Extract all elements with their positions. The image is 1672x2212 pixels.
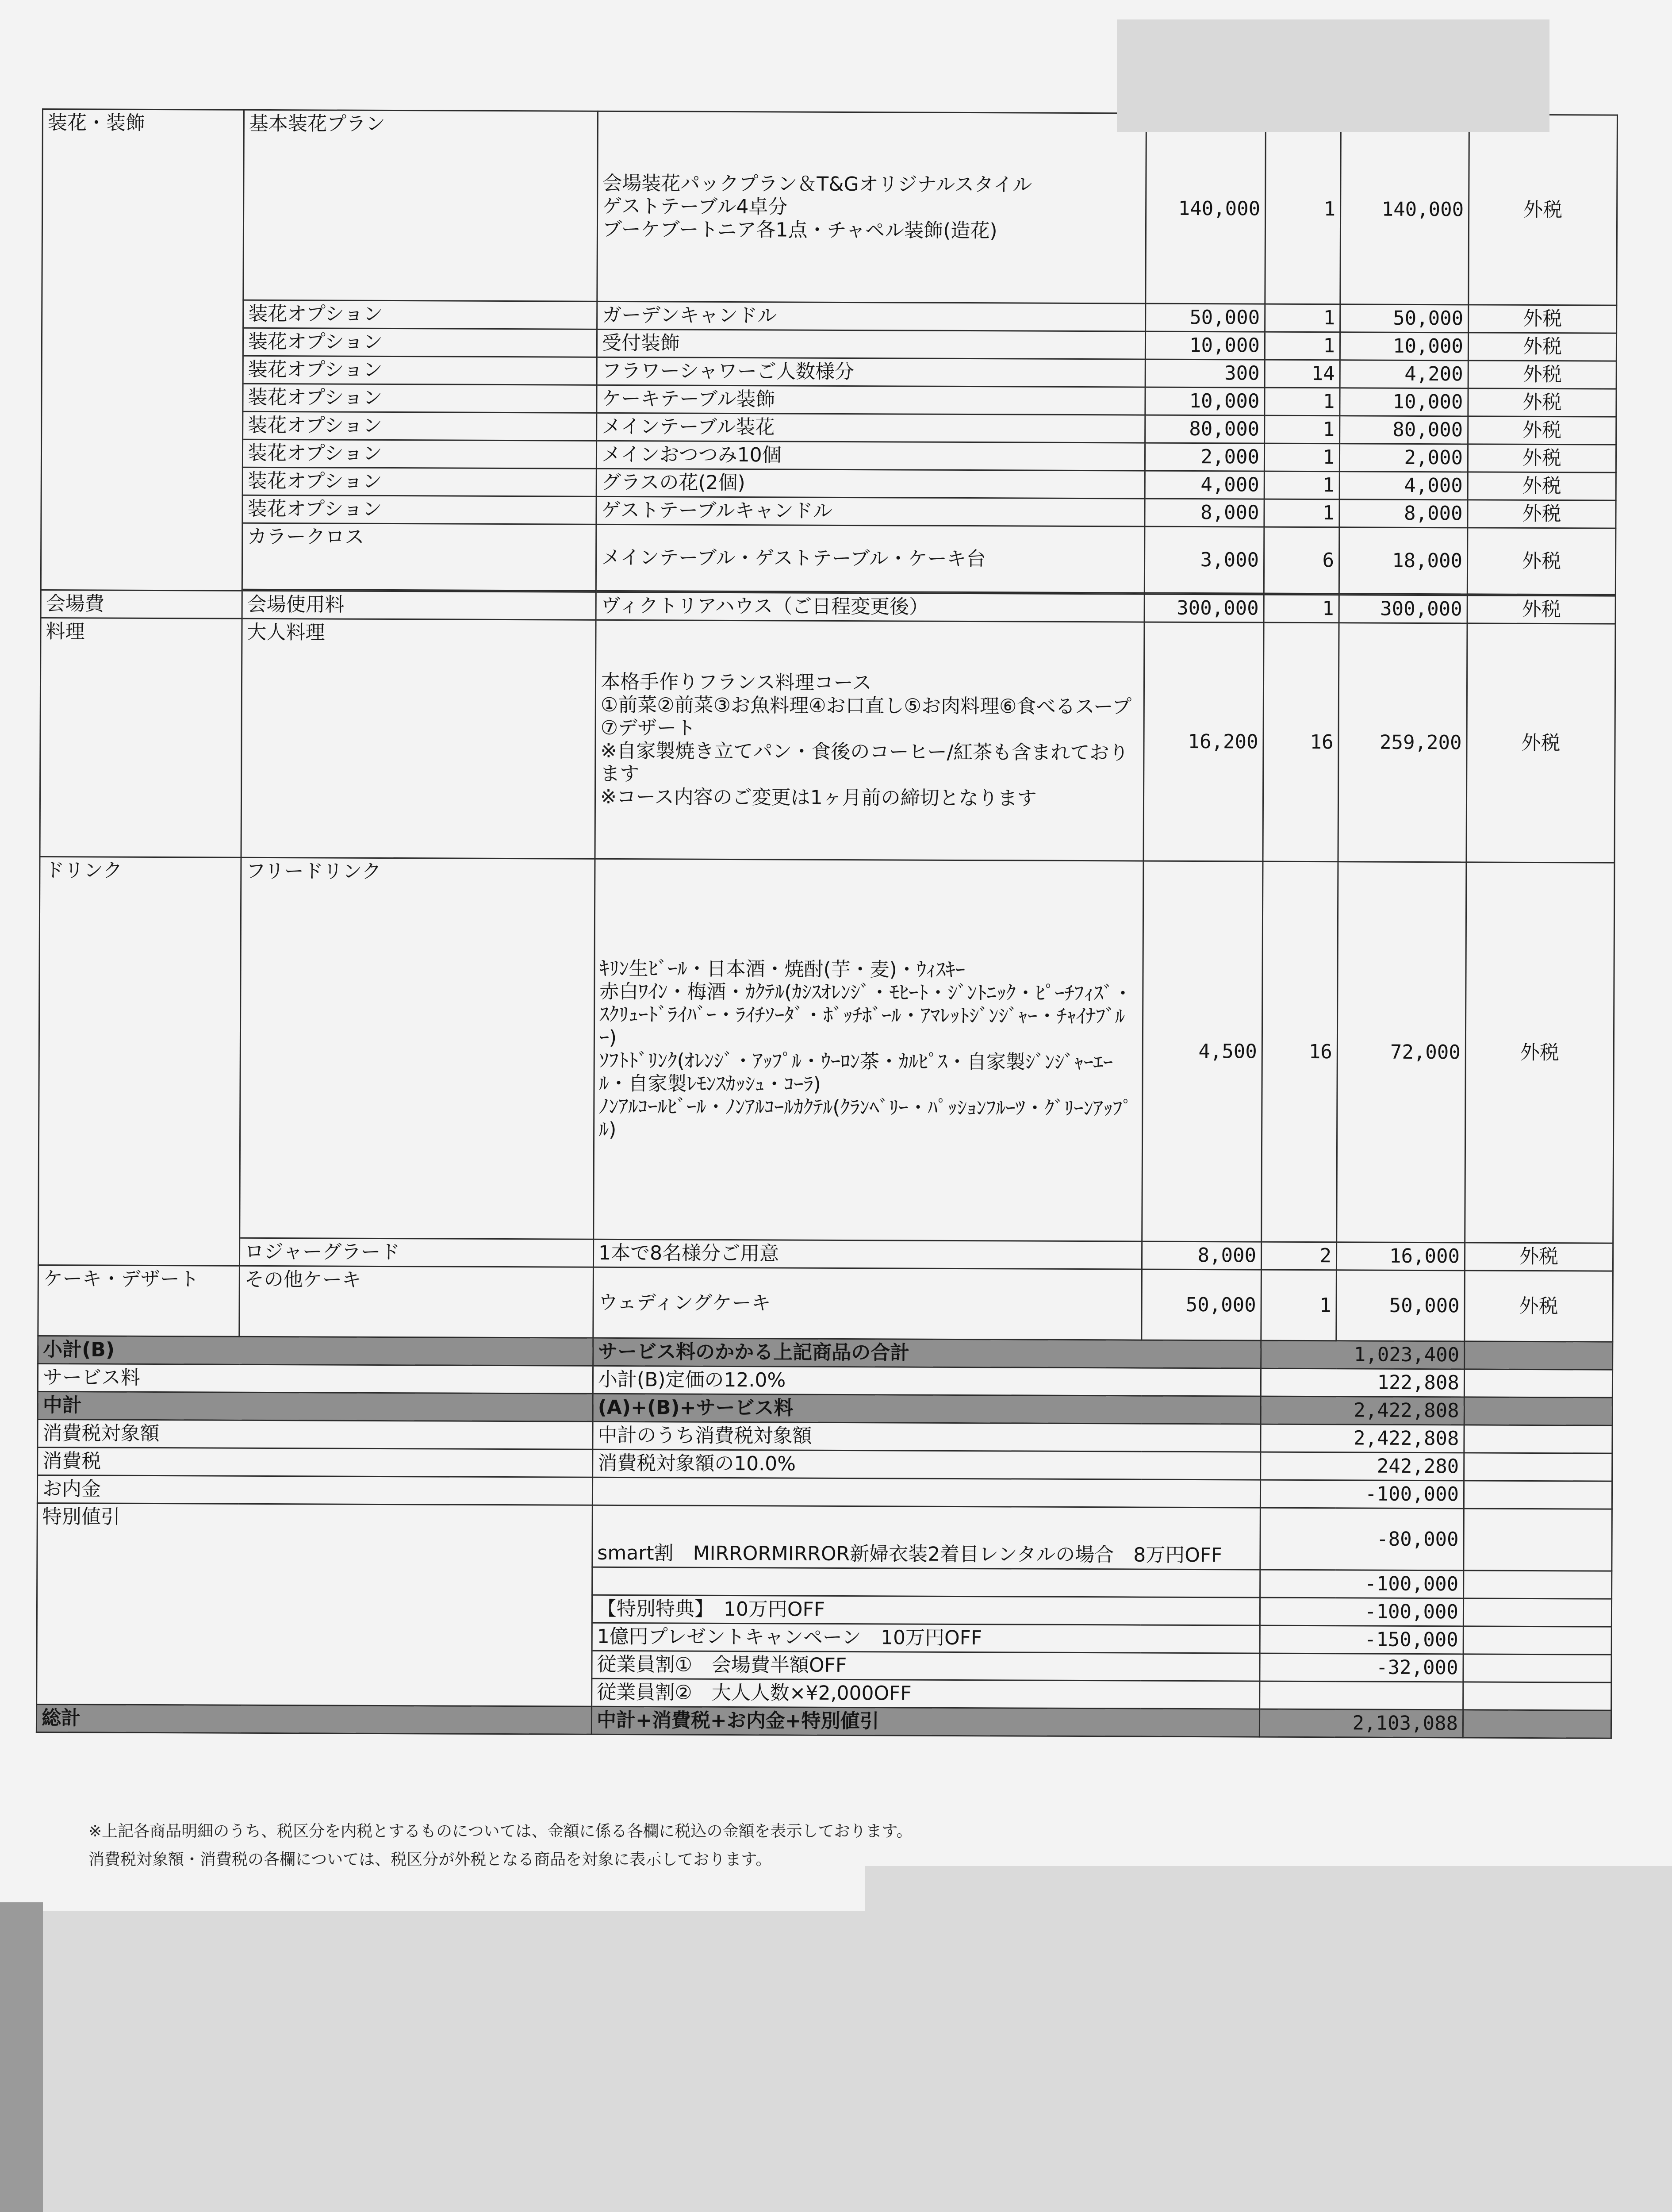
subcategory: 装花オプション [243,411,597,441]
quantity: 1 [1264,443,1339,472]
summary-label: 消費税 [38,1447,593,1477]
item-description: ゲストテーブルキャンドル [596,496,1145,526]
tax-type: 外税 [1465,1271,1613,1342]
amount: 50,000 [1336,1270,1465,1341]
item-description: ｷﾘﾝ生ﾋﾞｰﾙ・日本酒・焼酎(芋・麦)・ｳｨｽｷｰ 赤白ﾜｲﾝ・梅酒・ｶｸﾃﾙ(ｶｼｽｵﾚﾝｼﾞ・ﾓﾋｰﾄ・ｼﾞﾝﾄﾆｯｸ・ﾋﾟｰﾁﾌｨｽﾞ・ｽｸﾘｭｰﾄﾞﾗｲﾊﾞｰ・ﾗｲﾁｿｰﾀﾞ・ﾎﾞｯﾁﾎﾞｰﾙ・ｱﾏﾚｯﾄｼﾞﾝｼﾞｬｰ・ﾁｬｲﾅﾌﾞﾙｰ) ｿﾌﾄﾄﾞﾘﾝｸ(ｵﾚﾝｼﾞ・ｱｯﾌﾟﾙ・ｳｰﾛﾝ茶・ｶﾙﾋﾟｽ・自家製ｼﾞﾝｼﾞｬｰｴｰﾙ・自家製ﾚﾓﾝｽｶｯｼｭ・ｺｰﾗ) ﾉﾝｱﾙｺｰﾙﾋﾞｰﾙ・ﾉﾝｱﾙｺｰﾙｶｸﾃﾙ(ｸﾗﾝﾍﾞﾘｰ・ﾊﾟｯｼｮﾝﾌﾙｰﾂ・ｸﾞﾘｰﾝｱｯﾌﾟﾙ) [594,859,1143,1241]
table-row-drink [38,856,1614,1243]
unit-price: 2,000 [1145,443,1264,471]
redaction-block-bottom-right [865,1866,1672,1915]
summary-blank [1464,1425,1612,1453]
unit-price: 50,000 [1142,1269,1262,1340]
summary-blank [1464,1571,1612,1599]
amount: 4,200 [1340,360,1468,388]
discount-description [592,1567,1260,1598]
discount-description: 従業員割① 会場費半額OFF [592,1651,1260,1681]
amount: 50,000 [1340,304,1469,333]
quantity: 14 [1265,360,1340,388]
discount-description: smart割 MIRRORMIRROR新婦衣装2着目レンタルの場合 8万円OFF [592,1505,1261,1570]
quantity: 1 [1265,332,1340,360]
amount: 10,000 [1340,388,1468,416]
item-description: 本格手作りフランス料理コース ①前菜②前菜③お魚料理④お口直し⑤お肉料理⑥食べるスープ⑦デザート ※自家製焼き立てパン・食後のコーヒー/紅茶も含まれております ※コース内容のご変更は1ヶ月前の締切となります [595,620,1144,861]
amount: 16,000 [1336,1242,1465,1271]
amount: 2,000 [1339,444,1468,472]
subcategory: 装花オプション [242,495,596,524]
item-description: フラワーシャワーご人数様分 [597,357,1145,387]
summary-label: 中計 [38,1391,593,1421]
summary-value: 2,422,808 [1261,1424,1464,1453]
tax-type: 外税 [1468,416,1616,445]
amount: 140,000 [1340,114,1469,305]
unit-price: 50,000 [1146,303,1265,332]
summary-description: サービス料のかかる上記商品の合計 [593,1338,1261,1368]
quantity: 1 [1265,388,1340,416]
category-cuisine: 料理 [40,618,242,857]
discount-row [37,1503,1612,1571]
category-cake: ケーキ・デザート [38,1265,240,1336]
summary-blank [1464,1397,1612,1425]
unit-price: 140,000 [1146,113,1266,304]
item-description: 1本で8名様分ご用意 [593,1239,1142,1269]
unit-price: 16,200 [1143,622,1264,861]
category-venue: 会場費 [41,590,242,618]
quantity: 16 [1263,622,1339,862]
subcategory: 装花オプション [243,384,597,413]
summary-blank [1464,1453,1612,1481]
summary-description: 中計+消費税+お内金+特別値引 [591,1706,1259,1737]
summary-blank [1465,1341,1613,1370]
redaction-block-bottom [43,1911,1672,2212]
summary-blank [1463,1654,1611,1682]
footnotes [88,1817,913,1874]
summary-description: 中計のうち消費税対象額 [593,1421,1261,1452]
discount-description: 【特別特典】 10万円OFF [592,1595,1260,1625]
subcategory: 装花オプション [242,467,596,496]
summary-value: -100,000 [1260,1480,1464,1509]
subcategory: 大人料理 [241,618,596,859]
discount-description: 1億円プレゼントキャンペーン 10万円OFF [592,1623,1260,1653]
tax-type: 外税 [1468,333,1616,361]
summary-blank [1464,1481,1612,1509]
summary-description: 小計(B)定価の12.0% [593,1366,1261,1396]
table-row-cake [38,1265,1613,1342]
table-row-floral-basic [42,109,1618,306]
quantity: 1 [1265,304,1340,332]
subcategory: 基本装花プラン [243,110,598,301]
summary-description [592,1477,1260,1508]
item-description: メインテーブル・ゲストテーブル・ケーキ台 [596,524,1145,593]
tax-type: 外税 [1465,1243,1613,1271]
summary-label-total: 総計 [36,1704,591,1734]
summary-blank [1463,1682,1611,1710]
item-description: ウェディングケーキ [593,1267,1142,1340]
discount-value [1260,1681,1463,1710]
footnote-line: 消費税対象額・消費税の各欄については、税区分が外税となる商品を対象に表示しております。 [88,1851,772,1869]
unit-price: 80,000 [1145,415,1265,443]
category-floral: 装花・装飾 [41,109,244,591]
quantity: 1 [1265,415,1340,444]
summary-blank [1464,1369,1612,1398]
discount-value: -80,000 [1260,1508,1464,1571]
discount-value: -150,000 [1260,1625,1463,1654]
subcategory: 装花オプション [243,356,597,385]
summary-blank [1463,1626,1611,1655]
item-description: メインテーブル装花 [597,413,1145,443]
tax-type: 外税 [1468,472,1616,500]
summary-description: (A)+(B)+サービス料 [593,1394,1261,1424]
item-description: ケーキテーブル装飾 [597,385,1145,415]
tax-type: 外税 [1468,500,1616,528]
footnote-line: ※上記各商品明細のうち、税区分を内税とするものについては、金額に係る各欄に税込の金額を表示しております。 [88,1822,913,1840]
summary-value-total: 2,103,088 [1259,1709,1463,1738]
discount-value: -100,000 [1260,1570,1464,1598]
item-description: ガーデンキャンドル [597,301,1146,331]
tax-type: 外税 [1468,444,1616,472]
amount: 8,000 [1339,499,1468,528]
category-drink: ドリンク [38,856,241,1266]
summary-blank [1463,1598,1611,1627]
quantity: 1 [1264,471,1339,499]
unit-price: 4,000 [1145,471,1264,499]
summary-label: 消費税対象額 [38,1419,593,1449]
unit-price: 10,000 [1145,331,1265,360]
summary-blank [1464,1509,1612,1571]
summary-label: お内金 [37,1475,592,1505]
summary-value: 2,422,808 [1261,1396,1464,1425]
redaction-block-top [1117,19,1549,132]
summary-value: 242,280 [1261,1452,1464,1481]
tax-type: 外税 [1469,115,1618,305]
item-description: 会場装花パックプラン＆T&Gオリジナルスタイル ゲストテーブル4卓分 ブーケブートニア各1点・チャペル装飾(造花) [597,111,1147,303]
discount-value: -32,000 [1260,1653,1463,1682]
tax-type: 外税 [1467,528,1616,595]
unit-price: 300 [1145,359,1265,388]
summary-value: 1,023,400 [1261,1340,1465,1369]
quantity: 2 [1261,1242,1336,1270]
tax-type: 外税 [1468,361,1616,389]
subcategory: フリードリンク [240,857,595,1239]
quantity: 16 [1262,861,1338,1242]
summary-label: 小計(B) [38,1336,593,1366]
subcategory: ロジャーグラード [239,1238,593,1267]
item-description: グラスの花(2個) [596,469,1145,499]
amount: 259,200 [1338,623,1467,862]
subcategory: 会場使用料 [242,591,596,620]
tax-type: 外税 [1468,388,1616,417]
quantity: 6 [1264,527,1339,594]
amount: 300,000 [1339,595,1467,623]
summary-description: 消費税対象額の10.0% [593,1449,1261,1480]
subcategory: 装花オプション [243,328,597,357]
estimate-table [36,108,1618,1739]
tax-type: 外税 [1469,305,1617,333]
subcategory: 装花オプション [242,439,596,469]
unit-price: 3,000 [1144,526,1264,593]
summary-label: サービス料 [38,1363,593,1394]
summary-blank [1463,1710,1611,1738]
item-description: 受付装飾 [597,329,1145,359]
tax-type: 外税 [1466,623,1615,863]
tax-type: 外税 [1467,595,1615,624]
tax-type: 外税 [1465,862,1614,1243]
discount-description: 従業員割② 大人人数×¥2,000OFF [592,1678,1260,1709]
amount: 80,000 [1340,416,1468,444]
unit-price: 8,000 [1145,499,1264,527]
unit-price: 4,500 [1142,861,1263,1242]
unit-price: 8,000 [1142,1241,1261,1270]
subcategory: カラークロス [242,523,596,591]
table-row [41,522,1616,595]
subcategory: 装花オプション [243,300,597,329]
quantity: 1 [1264,499,1339,527]
photo-shadow [0,1902,43,2212]
summary-label-discount: 特別値引 [37,1503,593,1706]
unit-price: 10,000 [1145,387,1265,415]
table-row-cuisine [40,618,1615,863]
item-description: メインおつつみ10個 [596,441,1145,471]
item-description: ヴィクトリアハウス（ご日程変更後） [596,592,1144,622]
summary-row-total [36,1704,1611,1738]
quantity: 1 [1264,595,1339,623]
amount: 4,000 [1339,472,1468,500]
amount: 18,000 [1339,527,1468,594]
discount-value: -100,000 [1260,1598,1463,1626]
subcategory: その他ケーキ [239,1266,594,1338]
summary-value: 122,808 [1261,1368,1464,1397]
unit-price: 300,000 [1144,594,1264,622]
amount: 72,000 [1337,862,1466,1243]
amount: 10,000 [1340,332,1468,361]
quantity: 1 [1265,114,1341,304]
quantity: 1 [1261,1270,1337,1341]
